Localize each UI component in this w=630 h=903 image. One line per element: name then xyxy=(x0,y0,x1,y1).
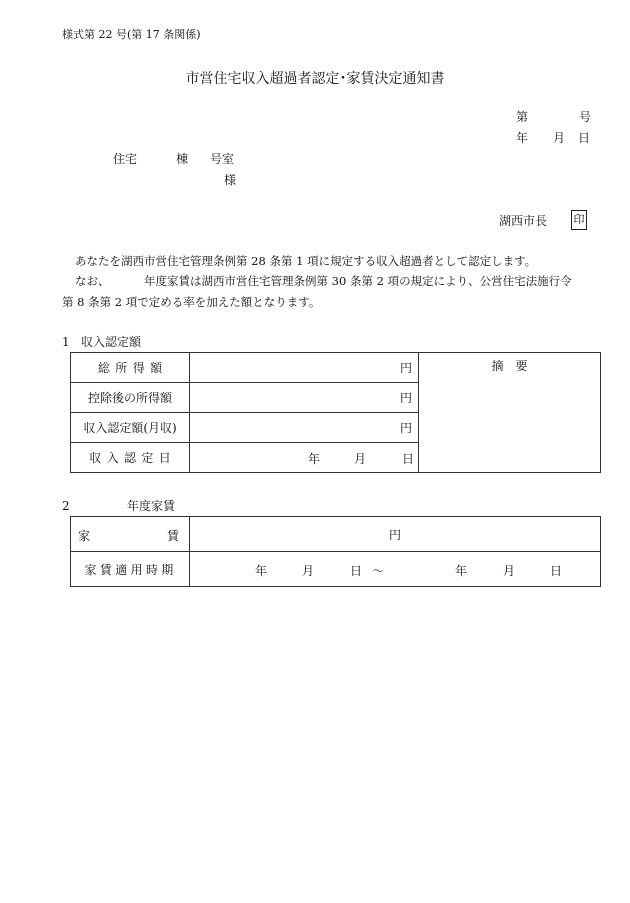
rent-table xyxy=(70,516,601,587)
yen-unit: 円 xyxy=(399,391,412,405)
recognition-date-field[interactable] xyxy=(190,443,419,473)
form-number: 様式第 22 号(第 17 条関係) xyxy=(62,28,201,41)
deducted-income-field[interactable] xyxy=(190,383,419,413)
total-income-label: 総所得額 xyxy=(71,353,190,383)
period-tilde: 〜 xyxy=(372,564,385,578)
table-row xyxy=(71,517,601,552)
start-day: 日 xyxy=(350,564,363,578)
yen-unit: 円 xyxy=(399,361,412,375)
section-1-number: 1 xyxy=(62,335,70,349)
yen-unit: 円 xyxy=(388,527,401,542)
date-month: 月 xyxy=(354,452,367,466)
recognized-income-field[interactable] xyxy=(190,413,419,443)
body-paragraph-2-lead: なお、 xyxy=(75,274,110,288)
date-day: 日 xyxy=(402,452,415,466)
issue-date-day: 日 xyxy=(578,131,591,145)
start-month: 月 xyxy=(302,564,315,578)
address-room: 号室 xyxy=(210,152,235,166)
income-table xyxy=(70,352,601,473)
body-paragraph-2: 年度家賃は湖西市営住宅管理条例第 30 条第 2 項の規定により、公営住宅法施行令 xyxy=(144,274,572,288)
rent-label: 家 賃 xyxy=(71,517,190,552)
issuer-title: 湖西市長 xyxy=(499,214,548,228)
date-year: 年 xyxy=(308,452,321,466)
address-building: 棟 xyxy=(176,152,189,166)
section-2-number: 2 xyxy=(62,499,70,513)
rent-period-field[interactable] xyxy=(190,552,601,587)
issue-date-month: 月 xyxy=(553,131,566,145)
body-paragraph-3: 第 8 条第 2 項で定める率を加えた額となります。 xyxy=(62,295,321,309)
body-paragraph-1: あなたを湖西市営住宅管理条例第 28 条第 1 項に規定する収入超過者として認定します。 xyxy=(75,254,537,268)
end-day: 日 xyxy=(550,564,563,578)
yen-unit: 円 xyxy=(399,421,412,435)
table-row xyxy=(71,353,601,383)
remarks-cell[interactable] xyxy=(419,353,601,473)
seal-stamp: 印 xyxy=(571,210,587,230)
start-year: 年 xyxy=(255,564,268,578)
rent-period-label: 家賃適用時期 xyxy=(71,552,190,587)
table-row xyxy=(71,552,601,587)
issue-date-year: 年 xyxy=(516,131,529,145)
remarks-heading: 摘 要 xyxy=(491,359,528,373)
section-1-heading: 収入認定額 xyxy=(81,335,142,349)
address-housing: 住宅 xyxy=(113,152,138,166)
document-number-suffix: 号 xyxy=(579,110,592,124)
recipient-honorific: 様 xyxy=(224,173,237,187)
end-month: 月 xyxy=(503,564,516,578)
rent-amount-field[interactable] xyxy=(190,517,601,552)
recognized-income-label: 収入認定額(月収) xyxy=(71,413,190,443)
document-number-prefix: 第 xyxy=(516,110,529,124)
end-year: 年 xyxy=(455,564,468,578)
total-income-field[interactable] xyxy=(190,353,419,383)
recognition-date-label: 収入認定日 xyxy=(71,443,190,473)
deducted-income-label: 控除後の所得額 xyxy=(71,383,190,413)
document-title: 市営住宅収入超過者認定･家賃決定通知書 xyxy=(185,71,445,87)
section-2-heading: 年度家賃 xyxy=(127,499,176,513)
